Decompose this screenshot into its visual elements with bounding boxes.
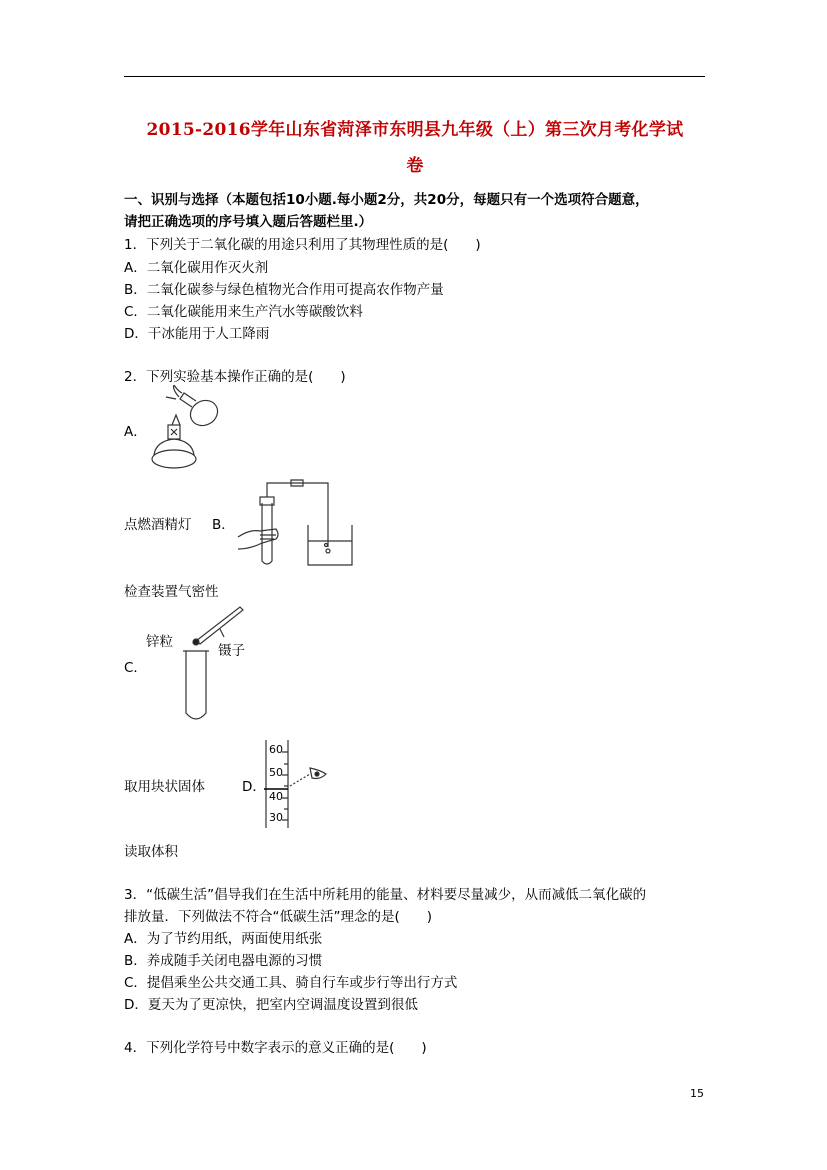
q2-option-d: D．	[242, 779, 266, 795]
q1-option-c: C．二氧化碳能用来生产汽水等碳酸饮料	[124, 304, 363, 320]
header-rule	[124, 76, 705, 77]
document-title-line1: 2015-2016学年山东省菏泽市东明县九年级（上）第三次月考化学试	[146, 120, 684, 140]
zinc-granule-label: 锌粒	[146, 634, 173, 650]
q3-stem-line2: 排放量．下列做法不符合“低碳生活”理念的是( )	[124, 909, 433, 925]
q2-caption-a: 点燃酒精灯	[124, 517, 192, 533]
scale-tick-60: 60	[269, 743, 283, 756]
solid-taking-figure	[180, 603, 250, 725]
q3-option-a: A．为了节约用纸，两面使用纸张	[124, 931, 323, 947]
q1-option-a: A．二氧化碳用作灭火剂	[124, 260, 269, 276]
q2-option-c: C．	[124, 660, 147, 676]
scale-tick-30: 30	[269, 811, 283, 824]
section-heading-line1: 一、识别与选择（本题包括10小题.每小题2分，共20分，每题只有一个选项符合题意，	[124, 192, 649, 208]
q2-option-b: B．	[212, 517, 235, 533]
q3-option-b: B．养成随手关闭电器电源的习惯	[124, 953, 323, 969]
tweezers-label: 镊子	[218, 643, 245, 659]
airtightness-check-figure	[236, 477, 354, 569]
document-title-line2: 卷	[406, 156, 424, 176]
graduated-cylinder-figure	[264, 740, 336, 830]
scale-tick-40: 40	[269, 790, 283, 803]
q1-option-d: D．干冰能用于人工降雨	[124, 326, 270, 342]
q2-caption-d: 读取体积	[124, 844, 178, 860]
alcohol-lamp-lighting-figure	[146, 385, 226, 475]
q1-option-b: B．二氧化碳参与绿色植物光合作用可提高农作物产量	[124, 282, 444, 298]
q1-stem: 1．下列关于二氧化碳的用途只利用了其物理性质的是( )	[124, 237, 481, 253]
section-heading-line2: 请把正确选项的序号填入题后答题栏里.）	[124, 214, 373, 230]
q2-caption-b: 检查装置气密性	[124, 584, 219, 600]
q3-stem-line1: 3．“低碳生活”倡导我们在生活中所耗用的能量、材料要尽量减少，从而减低二氧化碳的	[124, 887, 647, 903]
q3-option-d: D．夏天为了更凉快，把室内空调温度设置到很低	[124, 997, 418, 1013]
q2-caption-c: 取用块状固体	[124, 779, 205, 795]
q2-stem: 2．下列实验基本操作正确的是( )	[124, 369, 346, 385]
q4-stem: 4．下列化学符号中数字表示的意义正确的是( )	[124, 1040, 427, 1056]
q2-option-a: A．	[124, 424, 147, 440]
page-number: 15	[690, 1087, 704, 1100]
q3-option-c: C．提倡乘坐公共交通工具、骑自行车或步行等出行方式	[124, 975, 458, 991]
scale-tick-50: 50	[269, 766, 283, 779]
